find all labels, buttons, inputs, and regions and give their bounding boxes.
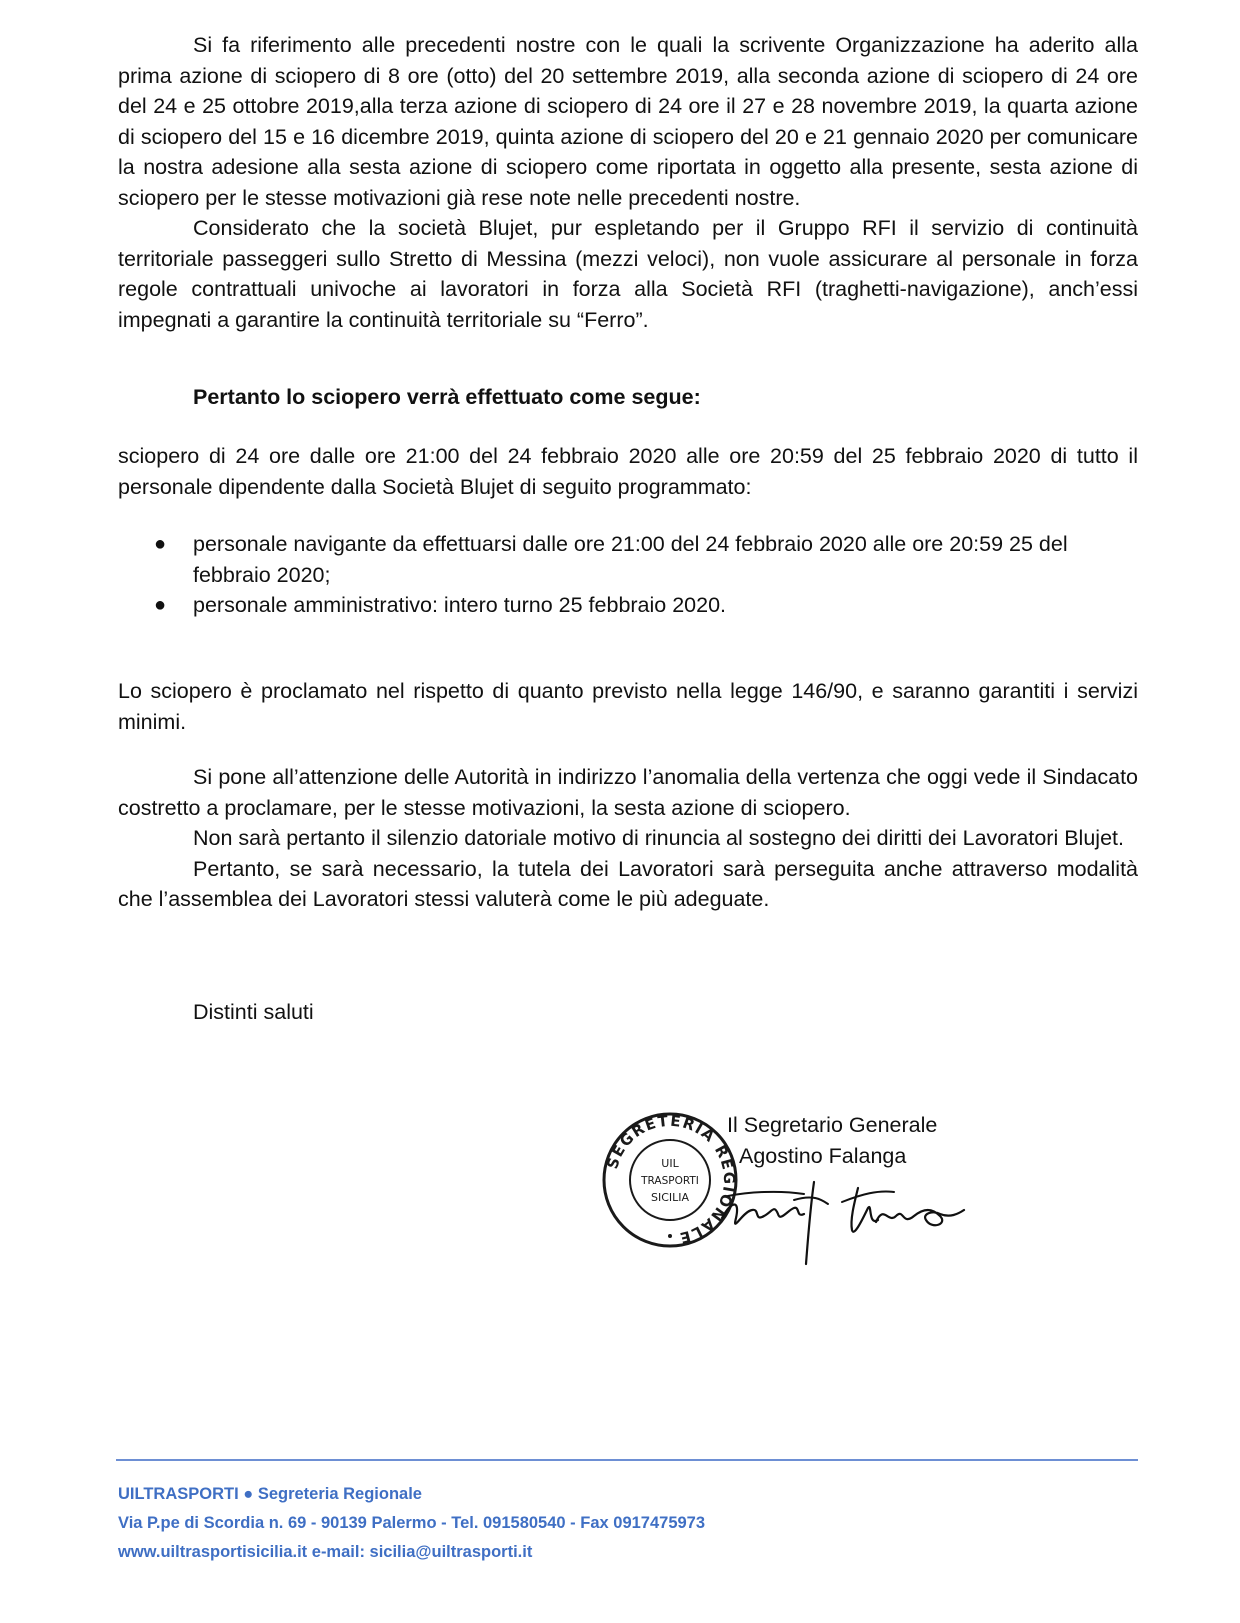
list-item-text: personale amministrativo: intero turno 25 febbraio 2020. bbox=[193, 593, 727, 617]
stamp-line-1: UIL bbox=[661, 1157, 679, 1170]
strike-heading-block bbox=[118, 382, 1138, 413]
list-item-text: personale navigante da effettuarsi dalle ore 21:00 del 24 febbraio 2020 alle ore 20:59 25 del febbraio 2020; bbox=[193, 532, 1068, 587]
strike-schedule-list bbox=[118, 529, 1138, 621]
signatory-name: Agostino Falanga bbox=[739, 1144, 907, 1168]
stamp-line-2: TRASPORTI bbox=[641, 1175, 699, 1187]
strike-details-block bbox=[118, 441, 1138, 502]
paragraph-protection: Pertanto, se sarà necessario, la tutela dei Lavoratori sarà perseguita anche attraverso modalità che l’assemblea dei Lavoratori stessi valuterà come le più adeguate. bbox=[118, 856, 1138, 911]
bullet-icon: ● bbox=[154, 533, 167, 555]
footer-organization: UILTRASPORTI ● Segreteria Regionale bbox=[118, 1485, 422, 1503]
list-item bbox=[118, 529, 1138, 590]
strike-heading: Pertanto lo sciopero verrà effettuato come segue: bbox=[193, 385, 701, 409]
stamp-outer-text: SEGRETERIA REGIONALE bbox=[603, 1111, 739, 1248]
handwritten-signature bbox=[718, 1160, 968, 1270]
signatory-title: Il Segretario Generale bbox=[727, 1113, 938, 1137]
letter-body-bottom bbox=[118, 762, 1138, 915]
stamp-line-3: SICILIA bbox=[650, 1191, 690, 1204]
closing-salutation: Distinti saluti bbox=[193, 1000, 314, 1024]
footer-contacts: www.uiltrasportisicilia.it e-mail: sicilia@uiltrasporti.it bbox=[118, 1543, 533, 1561]
law-paragraph-block bbox=[118, 676, 1138, 737]
footer bbox=[118, 1480, 705, 1567]
closing-block bbox=[118, 997, 1138, 1028]
signature-area bbox=[600, 1110, 1160, 1280]
law-paragraph: Lo sciopero è proclamato nel rispetto di quanto previsto nella legge 146/90, e saranno garantiti i servizi minimi. bbox=[118, 679, 1138, 734]
paragraph-anomaly: Si pone all’attenzione delle Autorità in indirizzo l’anomalia della vertenza che oggi vede il Sindacato costretto a proclamare, per le stesse motivazioni, la sesta azione di sciopero. bbox=[118, 765, 1138, 820]
footer-divider bbox=[116, 1459, 1138, 1461]
bullet-icon: ● bbox=[154, 594, 167, 616]
letter-body-top bbox=[118, 30, 1138, 335]
footer-address: Via P.pe di Scordia n. 69 - 90139 Palermo - Tel. 091580540 - Fax 0917475973 bbox=[118, 1514, 706, 1532]
paragraph-previous-strikes: Si fa riferimento alle precedenti nostre con le quali la scrivente Organizzazione ha aderito alla prima azione di sciopero di 8 ore (otto) del 20 settembre 2019, alla seconda azione di sciopero di 24 ore del 24 e 25 ottobre 2019,alla terza azione di sciopero di 24 ore il 27 e 28 novembre 2019, la quarta azione di sciopero del 15 e 16 dicembre 2019, quinta azione di sciopero del 20 e 21 gennaio 2020 per comunicare la nostra adesione alla sesta azione di sciopero come riportata in oggetto alla presente, sesta azione di sciopero per le stesse motivazioni già rese note nelle precedenti nostre. bbox=[118, 33, 1138, 210]
list-item bbox=[118, 590, 1138, 621]
strike-details: sciopero di 24 ore dalle ore 21:00 del 24 febbraio 2020 alle ore 20:59 del 25 febbraio 2020 di tutto il personale dipendente dalla Società Blujet di seguito programmato: bbox=[118, 444, 1138, 499]
paragraph-workers-rights: Non sarà pertanto il silenzio datoriale motivo di rinuncia al sostegno dei diritti dei Lavoratori Blujet. bbox=[193, 826, 1124, 850]
paragraph-blujet-context: Considerato che la società Blujet, pur espletando per il Gruppo RFI il servizio di continuità territoriale passeggeri sullo Stretto di Messina (mezzi veloci), non vuole assicurare al personale in forza regole contrattuali univoche ai lavoratori in forza alla Società RFI (traghetti-navigazione), anch’essi impegnati a garantire la continuità territoriale su “Ferro”. bbox=[118, 216, 1138, 332]
